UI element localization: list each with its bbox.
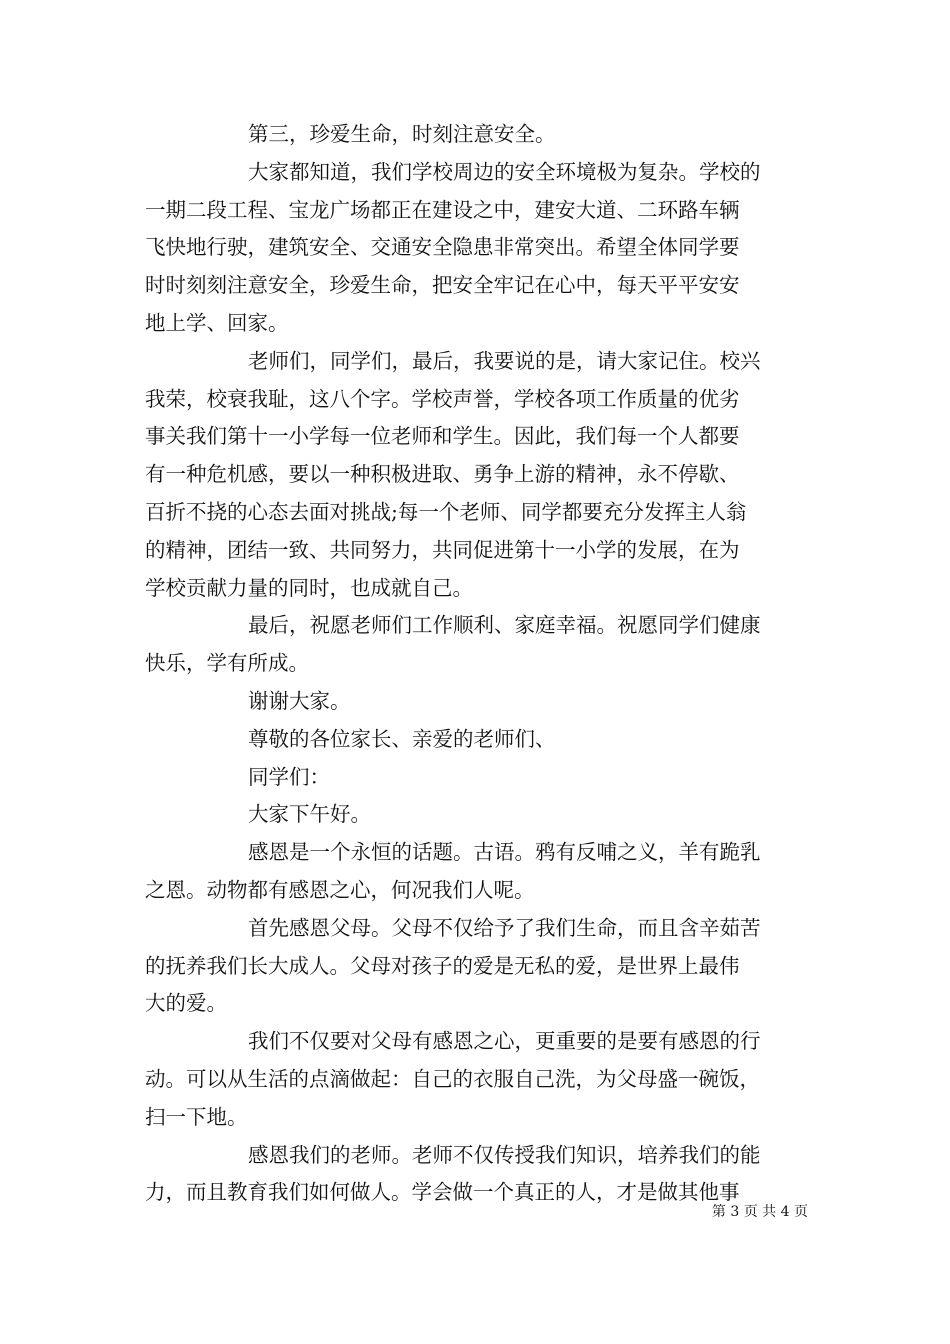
text-line: 老师们，同学们，最后，我要说的是，请大家记住。校兴: [248, 348, 761, 373]
text-line: 感恩是一个永恒的话题。古语。鸦有反哺之义，羊有跪乳: [248, 840, 761, 865]
text-line: 同学们：: [248, 764, 330, 789]
text-line: 大的爱。: [145, 991, 227, 1016]
document-body: [145, 116, 808, 1212]
text-line: 有一种危机感，要以一种积极进取、勇争上游的精神，永不停歇、: [145, 462, 740, 487]
text-line: 我荣，校衰我耻，这八个字。学校声誉，学校各项工作质量的优劣: [145, 386, 740, 411]
text-line: 我们不仅要对父母有感恩之心，更重要的是要有感恩的行: [248, 1029, 761, 1054]
text-line: 扫一下地。: [145, 1104, 248, 1129]
text-line: 力，而且教育我们如何做人。学会做一个真正的人，才是做其他事: [145, 1180, 740, 1205]
text-line: 感恩我们的老师。老师不仅传授我们知识，培养我们的能: [248, 1142, 761, 1167]
text-line: 最后，祝愿老师们工作顺利、家庭幸福。祝愿同学们健康: [248, 613, 761, 638]
text-line: 的精神，团结一致、共同努力，共同促进第十一小学的发展，在为: [145, 537, 740, 562]
text-line: 大家下午好。: [248, 802, 371, 827]
text-line: 的抚养我们长大成人。父母对孩子的爱是无私的爱，是世界上最伟: [145, 953, 740, 978]
text-line: 地上学、回家。: [145, 310, 289, 335]
text-line: 之恩。动物都有感恩之心，何况我们人呢。: [145, 877, 535, 902]
text-line: 第三，珍爱生命，时刻注意安全。: [248, 122, 556, 146]
text-line: 动。可以从生活的点滴做起：自己的衣服自己洗，为父母盛一碗饭，: [145, 1066, 760, 1091]
page-number-footer: 第 3 页 共 4 页: [711, 1204, 808, 1220]
text-line: 事关我们第十一小学每一位老师和学生。因此，我们每一个人都要: [145, 424, 740, 449]
text-line: 首先感恩父母。父母不仅给予了我们生命，而且含辛茹苦: [248, 915, 761, 940]
text-line: 谢谢大家。: [248, 688, 351, 713]
text-line: 尊敬的各位家长、亲爱的老师们、: [248, 726, 556, 751]
text-line: 快乐，学有所成。: [145, 651, 309, 676]
text-line: 大家都知道，我们学校周边的安全环境极为复杂。学校的: [248, 159, 761, 184]
text-line: 学校贡献力量的同时，也成就自己。: [145, 575, 473, 600]
text-line: 飞快地行驶，建筑安全、交通安全隐患非常突出。希望全体同学要: [145, 235, 740, 260]
text-line: 一期二段工程、宝龙广场都正在建设之中，建安大道、二环路车辆: [145, 197, 740, 222]
text-line: 时时刻刻注意安全，珍爱生命，把安全牢记在心中，每天平平安安: [145, 273, 740, 298]
text-line: 百折不挠的心态去面对挑战;每一个老师、同学都要充分发挥主人翁: [145, 499, 747, 524]
